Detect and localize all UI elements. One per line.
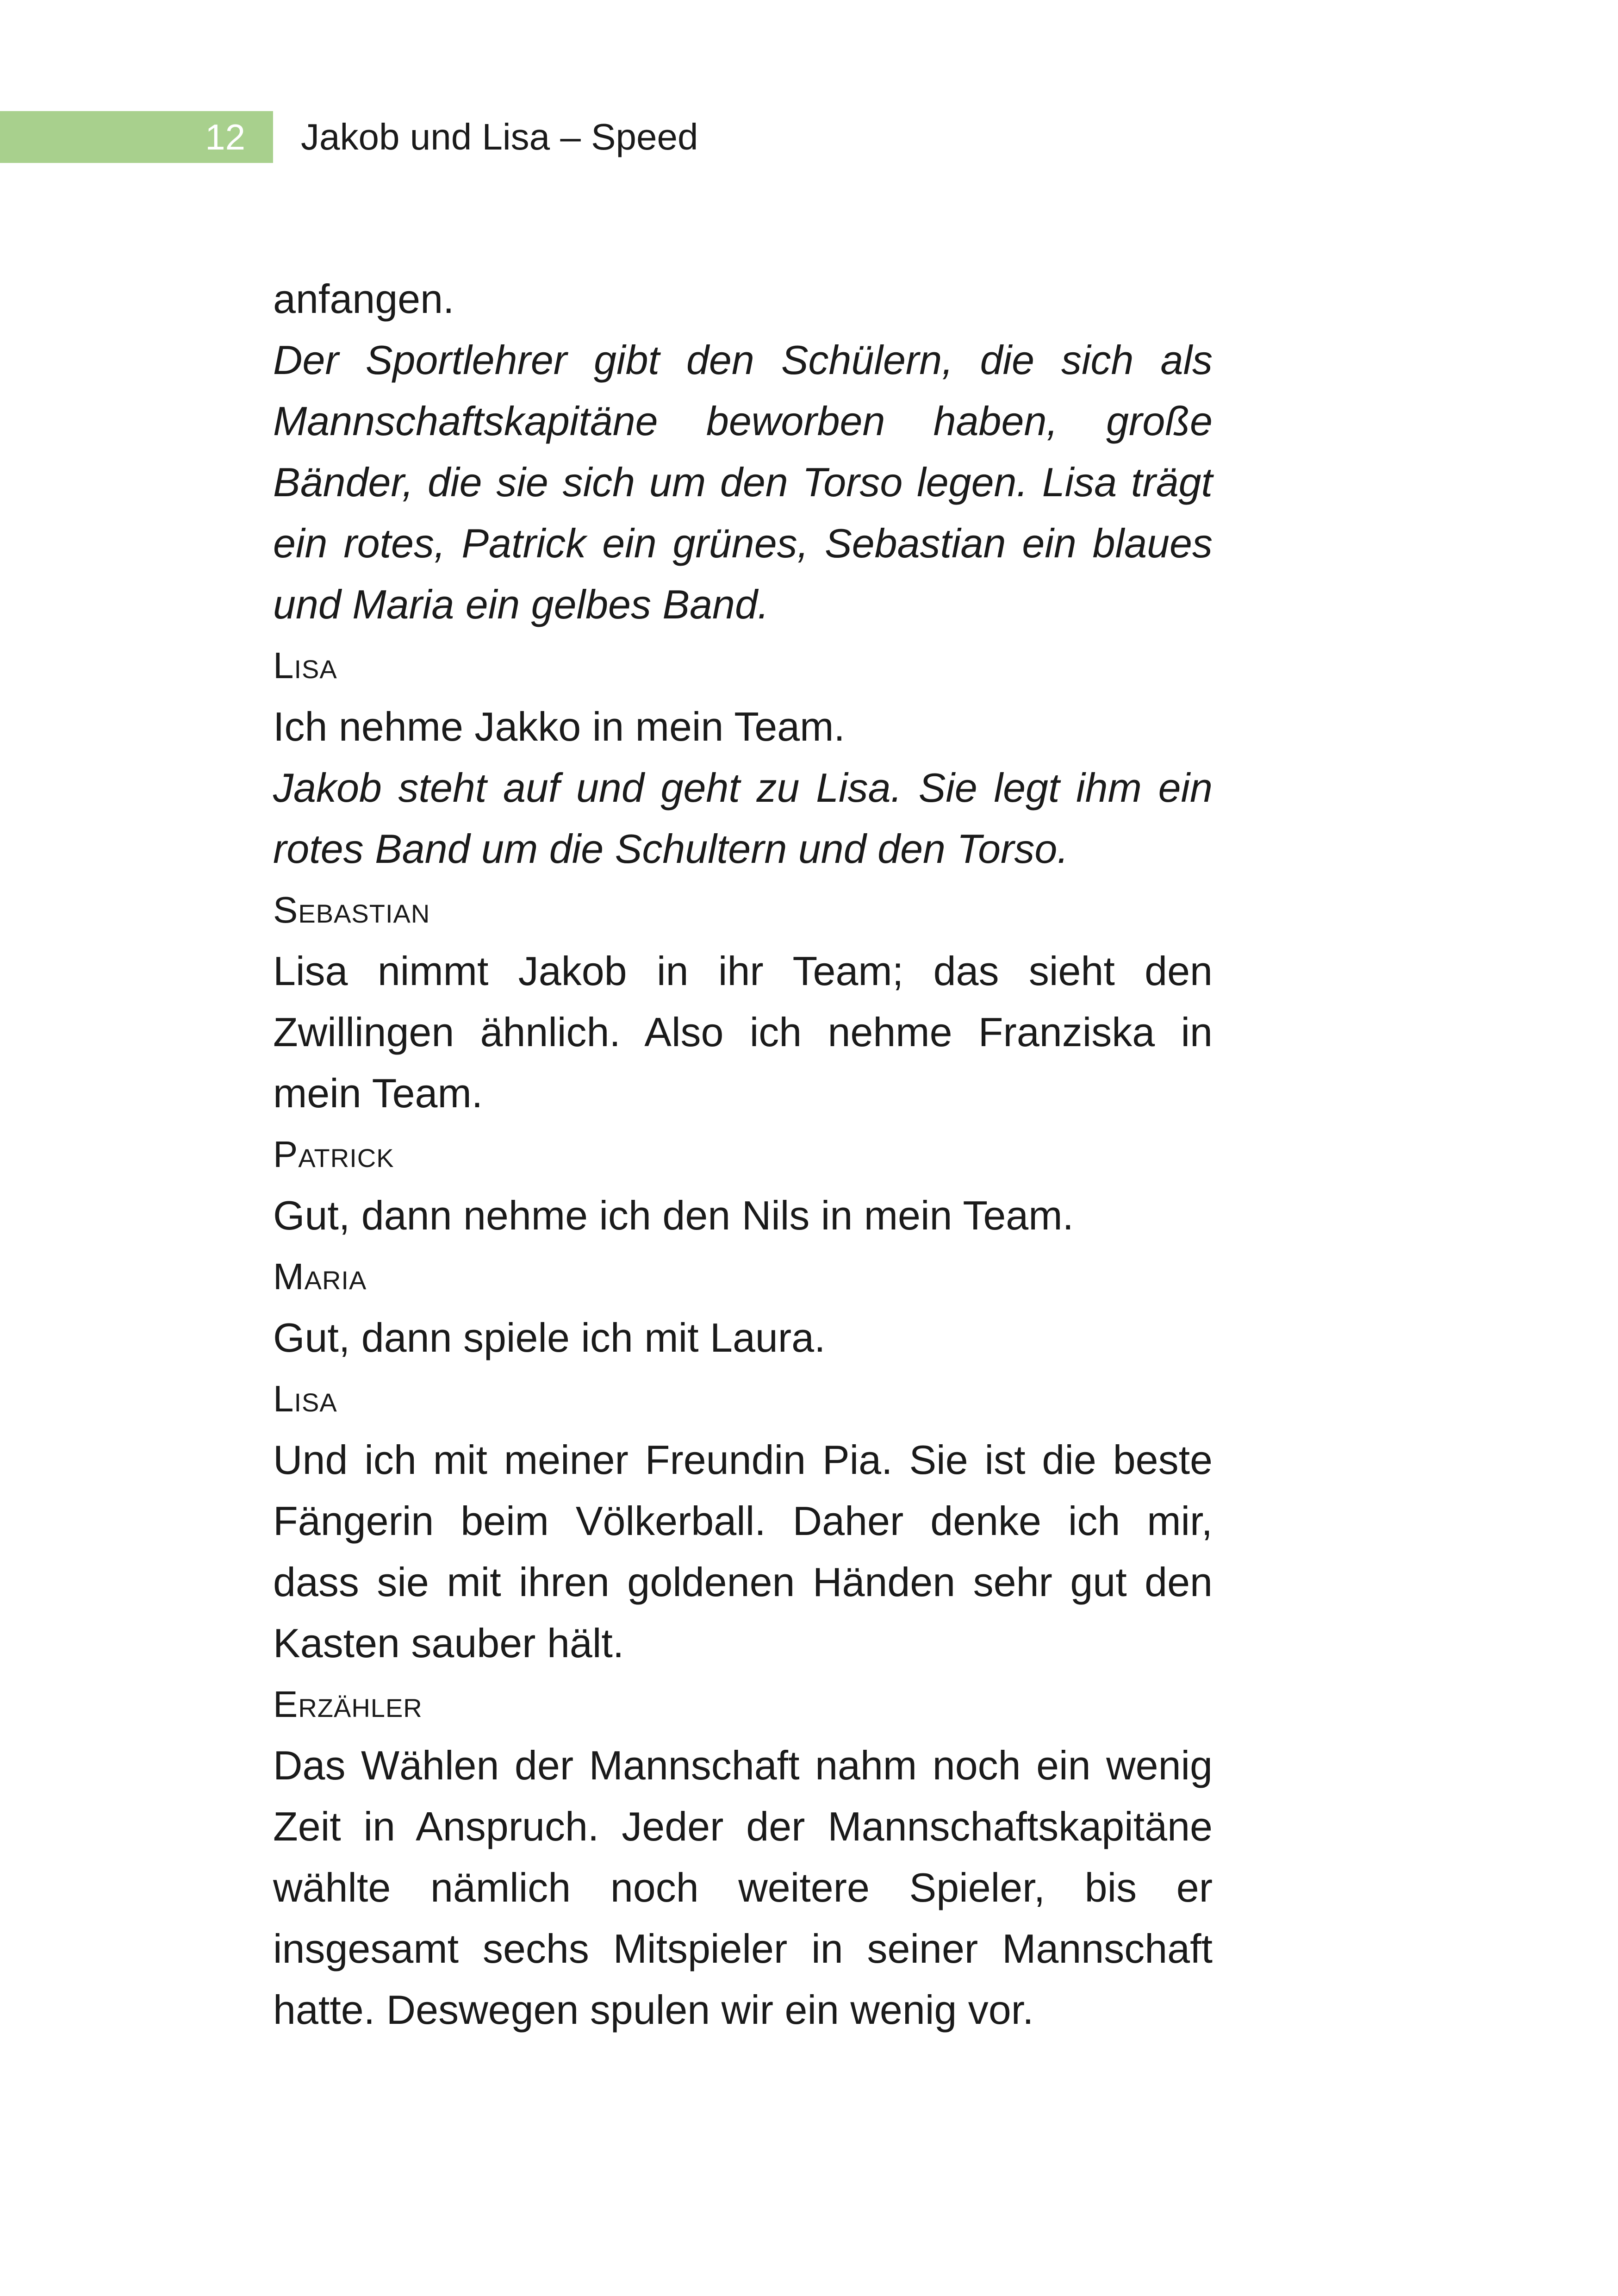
speaker-name: Lisa bbox=[273, 1378, 337, 1419]
speaker-name: Lisa bbox=[273, 645, 337, 686]
running-title: Jakob und Lisa – Speed bbox=[301, 116, 698, 157]
stage-direction: Der Sportlehrer gibt den Schülern, die sich als Mannschaftskapitäne beworben haben, große Bänder, die sie sich um den Torso legen. Lisa trägt ein rotes, Patrick ein grünes, Sebastian ein blaues und Maria ein gelbes Band. bbox=[273, 337, 1213, 627]
speech-text: Gut, dann nehme ich den Nils in mein Team. bbox=[273, 1192, 1074, 1238]
speech-text: anfangen. bbox=[273, 276, 454, 322]
speech-text: Lisa nimmt Jakob in ihr Team; das sieht den Zwillingen ähnlich. Also ich nehme Franziska in mein Team. bbox=[273, 948, 1213, 1116]
speech-text: Ich nehme Jakko in mein Team. bbox=[273, 704, 845, 749]
page-number: 12 bbox=[205, 117, 245, 157]
speech-text: Das Wählen der Mannschaft nahm noch ein wenig Zeit in Anspruch. Jeder der Mannschaftskapitäne wählte nämlich noch weitere Spieler, bis er insgesamt sechs Mitspieler in seiner Mannschaft hatte. Deswegen spulen wir ein wenig vor. bbox=[273, 1742, 1213, 2033]
speaker-name: Erzähler bbox=[273, 1684, 423, 1725]
speaker-name: Sebastian bbox=[273, 889, 430, 930]
speech-text: Gut, dann spiele ich mit Laura. bbox=[273, 1315, 826, 1360]
stage-direction: Jakob steht auf und geht zu Lisa. Sie legt ihm ein rotes Band um die Schultern und den Torso. bbox=[273, 765, 1213, 872]
script-body bbox=[273, 268, 1356, 2040]
speaker-name: Maria bbox=[273, 1256, 367, 1297]
speaker-name: Patrick bbox=[273, 1134, 394, 1175]
speech-text: Und ich mit meiner Freundin Pia. Sie ist die beste Fängerin beim Völkerball. Daher denke ich mir, dass sie mit ihren goldenen Händen sehr gut den Kasten sauber hält. bbox=[273, 1437, 1213, 1666]
